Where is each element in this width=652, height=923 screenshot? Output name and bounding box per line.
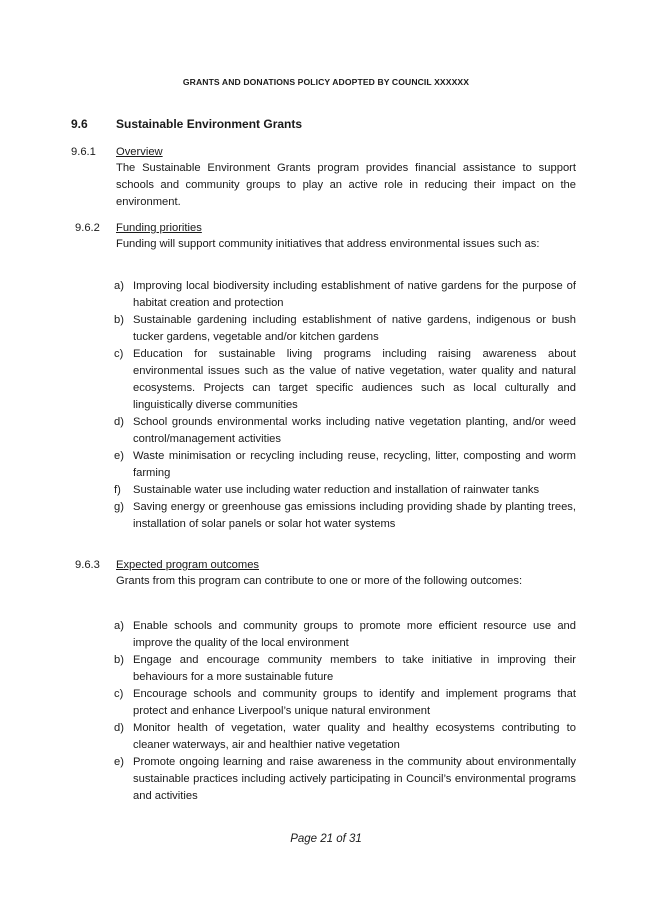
funding-item [100,448,576,482]
overview-number: 9.6.1 [71,146,96,158]
funding-item-label: f) [114,484,121,496]
funding-item [100,414,576,448]
section-title: Sustainable Environment Grants [116,117,303,131]
funding-item-label: c) [114,348,124,360]
funding-item-text: Improving local biodiversity including establishment of native gardens for the purpose of habitat creation and protection [133,280,576,309]
outcomes-item [100,720,576,754]
funding-item-text: Sustainable gardening including establishment of native gardens, indigenous or bush tucker gardens, vegetable and/or kitchen gardens [133,314,576,343]
funding-number: 9.6.2 [75,222,100,234]
outcomes-item [100,686,576,720]
funding-item-text: Saving energy or greenhouse gas emissions including providing shade by planting trees, installation of solar panels or solar hot water systems [133,501,576,530]
outcomes-title: Expected program outcomes [116,559,260,571]
funding-item [100,278,576,312]
section-number: 9.6 [71,117,88,131]
overview-text: The Sustainable Environment Grants program provides financial assistance to support schools and community groups to play an active role in reducing their impact on the environment. [116,162,576,208]
funding-item-text: Education for sustainable living programs including raising awareness about environmental issues such as the value of native vegetation, water quality and natural ecosystems. Projects can target specific audiences such as local culturally and linguistically diverse communities [133,348,576,411]
funding-item [100,482,576,499]
outcomes-item [100,754,576,805]
outcomes-item-text: Monitor health of vegetation, water quality and healthy ecosystems contributing to cleaner waterways, air and healthier native vegetation [133,722,576,751]
outcomes-item-label: b) [114,654,124,666]
outcomes-list [100,618,576,805]
funding-item [100,346,576,414]
overview-title: Overview [116,146,163,158]
page-header: GRANTS AND DONATIONS POLICY ADOPTED BY COUNCIL XXXXXX [182,77,470,87]
outcomes-item-label: e) [114,756,124,768]
outcomes-item-label: d) [114,722,124,734]
funding-item-label: g) [114,501,124,513]
funding-title: Funding priorities [116,222,202,234]
outcomes-item-text: Promote ongoing learning and raise awareness in the community about environmentally sustainable practices including actively participating in Council’s environmental programs and activities [133,756,576,802]
outcomes-item [100,652,576,686]
funding-item-label: d) [114,416,124,428]
funding-item [100,499,576,533]
outcomes-item-label: c) [114,688,124,700]
funding-item-text: Sustainable water use including water reduction and installation of rainwater tanks [133,484,540,496]
outcomes-item-label: a) [114,620,124,632]
funding-item-label: a) [114,280,124,292]
funding-item-label: b) [114,314,124,326]
page-number: Page 21 of 31 [290,833,362,845]
outcomes-number: 9.6.3 [75,559,100,571]
funding-list [100,278,576,533]
outcomes-item [100,618,576,652]
outcomes-item-text: Encourage schools and community groups to identify and implement programs that protect and enhance Liverpool’s unique natural environment [133,688,576,717]
outcomes-item-text: Enable schools and community groups to promote more efficient resource use and improve the quality of the local environment [133,620,576,649]
outcomes-item-text: Engage and encourage community members to take initiative in improving their behaviours for a more sustainable future [133,654,576,683]
funding-item-text: Waste minimisation or recycling including reuse, recycling, litter, composting and worm farming [133,450,576,479]
funding-item [100,312,576,346]
outcomes-intro: Grants from this program can contribute to one or more of the following outcomes: [116,575,523,587]
funding-item-label: e) [114,450,124,462]
funding-item-text: School grounds environmental works including native vegetation planting, and/or weed control/management activities [133,416,576,445]
funding-intro: Funding will support community initiatives that address environmental issues such as: [116,238,540,250]
